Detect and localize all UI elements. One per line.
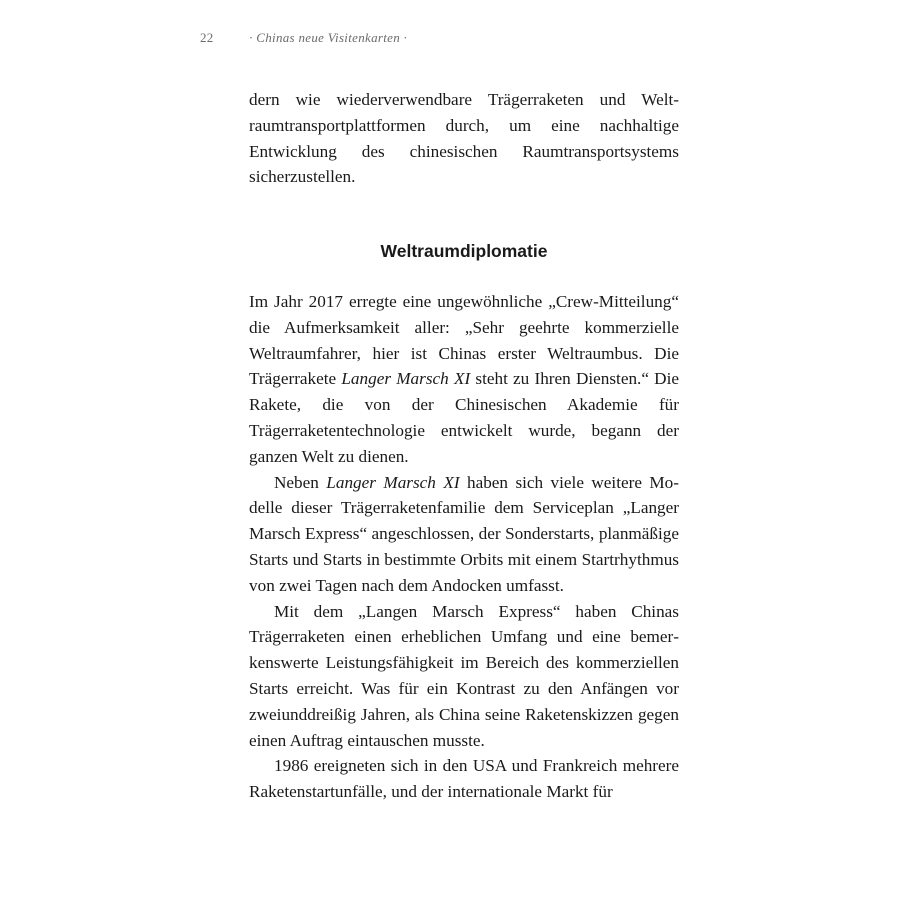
paragraph-2 (249, 470, 679, 599)
paragraph-1-text-a: Im Jahr 2017 erregte eine ungewöhnliche „Crew-Mitteilung“ die Aufmerksamkeit aller: „Sehr geehrte kommerzielle Weltraumfahrer, hier ist Chinas erster Weltraumbus. Die Trägerrakete (249, 292, 679, 389)
running-title: · Chinas neue Visitenkarten · (249, 30, 408, 45)
paragraph-3: Mit dem „Langen Marsch Express“ haben Chinas Trägerraketen einen erheblichen Umfang und eine bemerkenswerte Leistungsfähigkeit im Bereich des kommerziellen Starts erreicht. Was für ein Kontrast zu den Anfängen vor zweiunddreißig Jahren, als China seine Raketenskizzen gegen einen Auftrag eintauschen musste. (249, 601, 679, 750)
paragraph-4: 1986 ereigneten sich in den USA und Frankreich mehrere Raketenstartunfälle, und der internationale Markt für (249, 756, 679, 802)
running-header (200, 30, 407, 46)
section-heading: Weltraumdiplomatie (380, 241, 548, 261)
intro-paragraph: dern wie wiederverwendbare Trägerraketen und Weltraumtransportplattformen durch, um eine nachhaltige Entwicklung des chinesischen Raumtransportsystems sicherzustellen. (249, 90, 679, 187)
paragraph-1-text-b: steht zu Ihren Diensten.“ Die Rakete, die von der Chinesischen Akademie für Trägerraketentechnologie entwickelt wurde, begann der ganzen Welt zu dienen. (249, 369, 679, 466)
paragraph-2-text-a: Neben (274, 472, 327, 492)
rocket-name: Langer Marsch XI (341, 369, 471, 389)
section-body (249, 289, 679, 805)
rocket-name: Langer Marsch XI (326, 472, 460, 492)
intro-text (249, 87, 679, 190)
page-number: 22 (200, 30, 214, 45)
paragraph-2-text-b: haben sich viele weitere Modelle dieser Trägerraketenfamilie dem Serviceplan „Langer Marsch Express“ angeschlossen, der Sonderstarts, planmäßige Starts und Starts in bestimmte Orbits mit einem Startrhythmus von zwei Tagen nach dem Andocken umfasst. (249, 472, 679, 595)
paragraph-1 (249, 289, 679, 470)
